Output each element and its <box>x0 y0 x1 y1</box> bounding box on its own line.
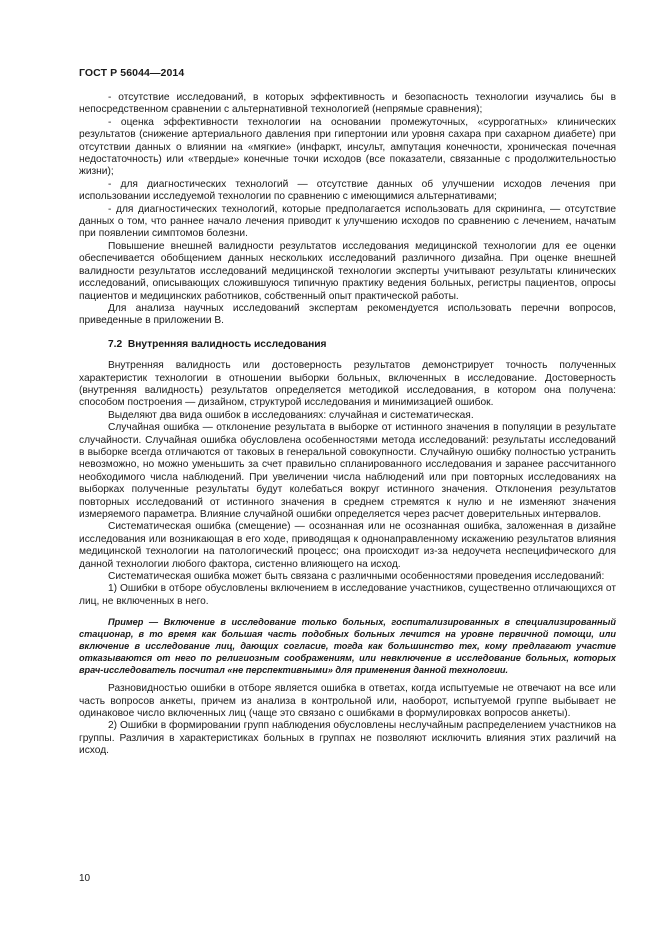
section-heading <box>79 339 616 351</box>
paragraph: Внутренняя валидность или достоверность результатов демонстрирует точность полученных характеристик технологии в отношении выборки больных, включенных в исследование. Достоверность (внутренняя валидность) результатов определяется методикой исследования, в котором она получена: способом построения — дизайном, структурой исследования и минимизацией ошибок. <box>79 360 616 409</box>
paragraph: Систематическая ошибка может быть связана с различными особенностями проведения исследований: <box>108 571 605 583</box>
paragraph: Для анализа научных исследований экспертам рекомендуется использовать перечни вопросов, приведенные в приложении В. <box>79 302 616 327</box>
paragraph: Систематическая ошибка (смещение) — осознанная или не осознанная ошибка, заложенная в дизайне исследования или возникающая в его ходе, приводящая к однонаправленному искажению результатов влияния медицинской технологии на патологический процесс; она происходит из-за недоучета неспецифического для данной технологии любого фактора, систенно влияющего на исход. <box>79 521 616 570</box>
document-id: ГОСТ Р 56044—2014 <box>79 67 185 79</box>
page-body <box>79 92 616 758</box>
paragraph: Повышение внешней валидности результатов исследования медицинской технологии для ее оценки обеспечивается обобщением данных нескольких исследований различного дизайна. При оценке внешней валидности результатов исследований медицинской технологии эксперты учитывают результаты клинических исследований, описывающих сложившуюся типичную практику ведения больных, регистры пациентов, опросы пациентов и медицинских работников, собственный опыт практической работы. <box>79 240 616 302</box>
paragraph: - для диагностических технологий, которые предполагается использовать для скрининга, — отсутствие данных о том, что раннее начало лечения приводит к улучшению исходов по сравнению с лечением, начатым при появлении симптомов болезни. <box>79 203 616 240</box>
section-number: 7.2 <box>108 338 123 350</box>
paragraph: Разновидностью ошибки в отборе является ошибка в ответах, когда испытуемые не отвечают на все или часть вопросов анкеты, причем из анализа в контрольной или, наоборот, испытуемой группе выбывает не одинаковое число включенных лиц (чаще это связано с ошибками в формулировках вопросов анкеты). <box>79 683 616 720</box>
paragraph: Выделяют два вида ошибок в исследованиях: случайная и систематическая. <box>108 409 474 421</box>
section-title: Внутренняя валидность исследования <box>127 338 327 350</box>
page-number: 10 <box>79 873 91 884</box>
paragraph: Случайная ошибка — отклонение результата в выборке от истинного значения в популяции в результате случайности. Случайная ошибка обусловлена особенностями метода исследований: результаты исследований в выборке всегда отличаются от таковых в генеральной совокупности. Случайную ошибку полностью устранить невозможно, но можно уменьшить за счет правильно спланированного исследования и заранее рассчитанного необходимого числа наблюдений. При увеличении числа наблюдений или при повторных исследованиях на выборках полученные результаты будут колебаться вокруг истинного значения. Отклонения результатов повторных исследований от истинного значения в среднем стремятся к нулю и не изменяют значения измеряемого параметра. Влияние случайной ошибки определяется через расчет доверительных интервалов. <box>79 422 616 520</box>
paragraph: - для диагностических технологий — отсутствие данных об улучшении исходов лечения при использовании исследуемой технологии по сравнению с имеющимися альтернативами; <box>79 178 616 203</box>
example-note: Пример — Включение в исследование только больных, госпитализированных в специализированный стационар, в то время как большая часть подобных больных лечится на уровне первичной помощи, или включение в исследование лиц, дающих согласие, тогда как большинство тех, кому предлагают участие отказываются от него по религиозным соображениям, или невключение в исследование больных, которых врач-исследователь посчитал «не перспективными» для применения данной технологии. <box>79 617 616 676</box>
paragraph: - оценка эффективности технологии на основании промежуточных, «суррогатных» клинических результатов (снижение артериального давления при гипертонии или уровня сахара при сахарном диабете) при отсутствии данных о влиянии на «мягкие» (инфаркт, инсульт, ампутация конечности, хроническая почечная недостаточность) или «твердые» конечные точки исходов (все показатели, связанные с продолжительностью жизни); <box>79 116 616 178</box>
paragraph: 2) Ошибки в формировании групп наблюдения обусловлены неслучайным распределением участников на группы. Различия в характеристиках больных в группах не позволяют исключить влияния этих различий на исход. <box>79 720 616 757</box>
paragraph: - отсутствие исследований, в которых эффективность и безопасность технологии изучались бы в непосредственном сравнении с альтернативной технологией (непрямые сравнения); <box>79 92 616 116</box>
paragraph: 1) Ошибки в отборе обусловлены включением в исследование участников, существенно отличающихся от лиц, не включенных в него. <box>79 583 616 607</box>
